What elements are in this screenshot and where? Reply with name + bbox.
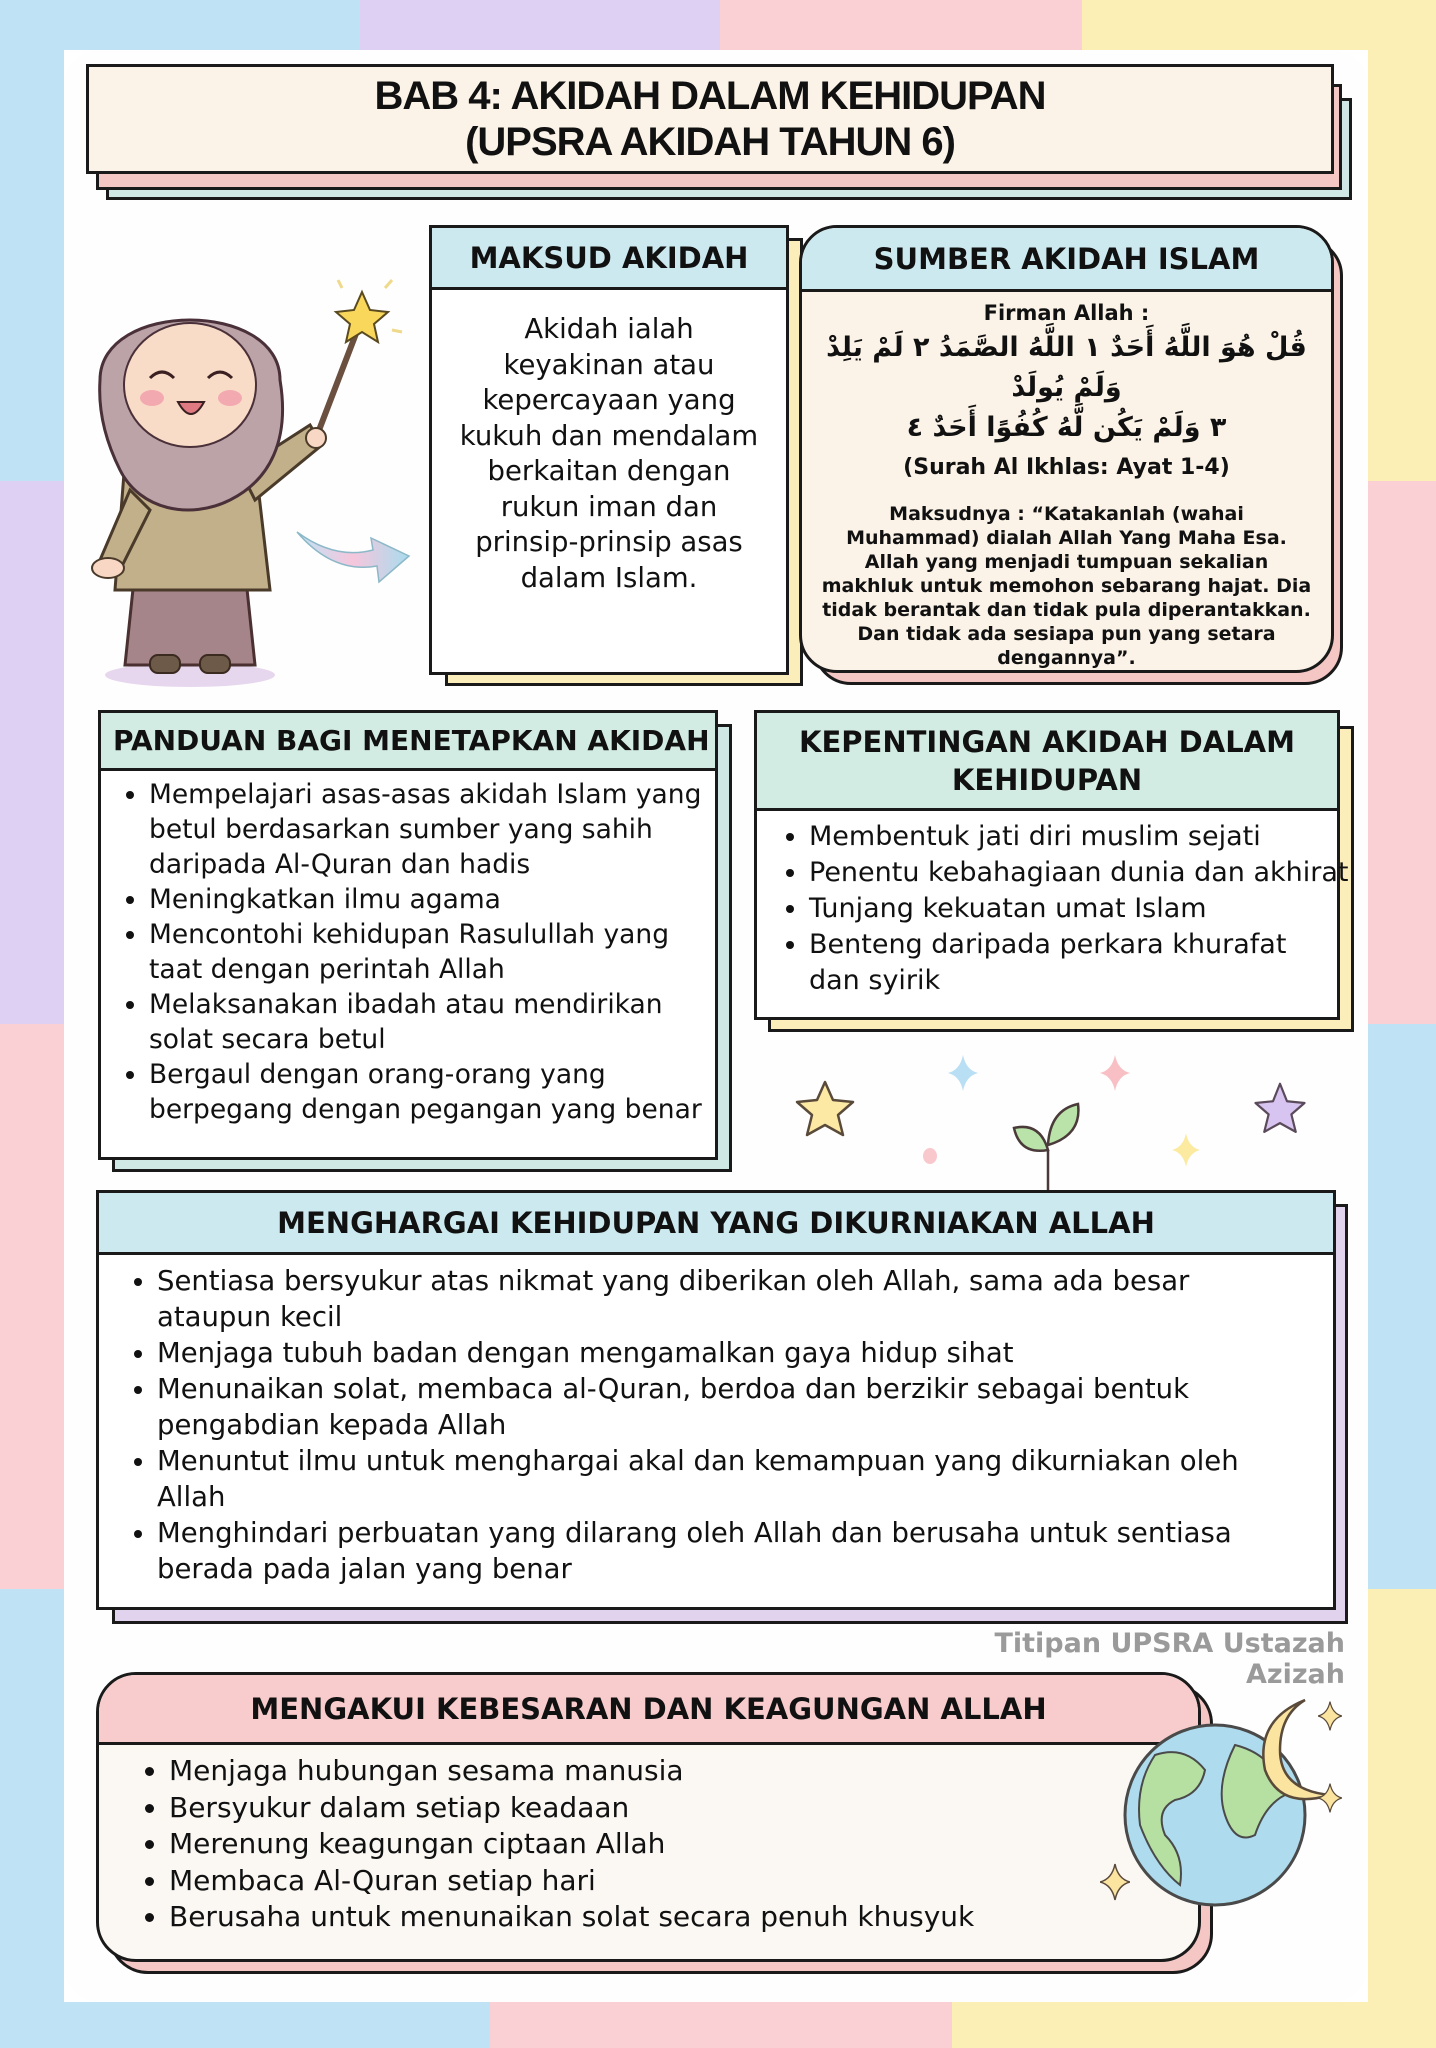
list-item: • Bergaul dengan orang-orang yang berpegang dengan pegangan yang benar	[149, 1057, 707, 1127]
dot-decoration	[923, 1148, 937, 1164]
mengakui-card	[96, 1672, 1201, 1962]
bg-tile	[952, 2002, 1436, 2048]
list-item: • Mencontohi kehidupan Rasulullah yang taat dengan perintah Allah	[149, 917, 707, 987]
menghargai-header	[99, 1193, 1333, 1255]
bg-tile	[360, 0, 720, 50]
panduan-header	[101, 713, 715, 771]
kepentingan-card	[754, 710, 1349, 1020]
kepentingan-header	[757, 713, 1337, 811]
sumber-card	[799, 225, 1334, 673]
list-item: • Meningkatkan ilmu agama	[149, 882, 707, 917]
list-item: • Menuntut ilmu untuk menghargai akal dan kemampuan yang dikurniakan oleh Allah	[157, 1443, 1293, 1515]
bg-tile	[720, 0, 1082, 50]
list-item: • Berusaha untuk menunaikan solat secara penuh khusyuk	[169, 1899, 1198, 1936]
bg-tile	[490, 2002, 952, 2048]
sprout-icon	[1010, 1100, 1090, 1192]
list-item: • Membentuk jati diri muslim sejati	[809, 819, 1337, 855]
list-item: • Menjaga hubungan sesama manusia	[169, 1753, 1198, 1790]
verse-meaning: Maksudnya : “Katakanlah (wahai Muhammad) dialah Allah Yang Maha Esa. Allah yang menjadi tumpuan sekalian makhluk untuk memohon sebarang hajat. Dia tidak berantak dan tidak pula diperantakkan. Dan tidak ada sesiapa pun yang setara dengannya”.	[821, 503, 1312, 669]
mengakui-heading: MENGAKUI KEBESARAN DAN KEAGUNGAN ALLAH	[250, 1691, 1047, 1726]
panduan-heading: PANDUAN BAGI MENETAPKAN AKIDAH	[113, 724, 710, 757]
menghargai-heading: MENGHARGAI KEHIDUPAN YANG DIKURNIAKAN ALLAH	[277, 1205, 1155, 1240]
panduan-list	[101, 771, 715, 1127]
maksud-card	[429, 225, 789, 675]
girl-with-wand-illustration	[80, 270, 420, 690]
title-banner	[86, 64, 1334, 174]
arabic-verse-line2: ٣ وَلَمْ يَكُن لَّهُ كُفُوًا أَحَدٌ ٤	[906, 412, 1227, 443]
list-item: • Penentu kebahagiaan dunia dan akhirat	[809, 855, 1337, 891]
list-item: • Tunjang kekuatan umat Islam	[809, 891, 1337, 927]
list-item: • Benteng daripada perkara khurafat dan syirik	[809, 927, 1337, 999]
list-item: • Bersyukur dalam setiap keadaan	[169, 1790, 1198, 1827]
list-item: • Mempelajari asas-asas akidah Islam yang betul berdasarkan sumber yang sahih daripada Al-Quran dan hadis	[149, 777, 707, 882]
list-item: • Merenung keagungan ciptaan Allah	[169, 1826, 1198, 1863]
bg-tile	[0, 2002, 490, 2048]
surah-reference: (Surah Al Ikhlas: Ayat 1-4)	[903, 455, 1230, 480]
page-title-line2: (UPSRA AKIDAH TAHUN 6)	[465, 120, 955, 164]
arabic-verse-line1: قُلْ هُوَ اللَّهُ أَحَدٌ ١ اللَّهُ الصَّمَدُ ٢ لَمْ يَلِدْ وَلَمْ يُولَدْ	[826, 332, 1307, 403]
bg-tile	[1368, 481, 1436, 1024]
panduan-card	[98, 710, 718, 1160]
kepentingan-list	[757, 811, 1349, 999]
list-item: • Menunaikan solat, membaca al-Quran, berdoa dan berzikir sebagai bentuk pengabdian kepada Allah	[157, 1371, 1293, 1443]
list-item: • Sentiasa bersyukur atas nikmat yang diberikan oleh Allah, sama ada besar ataupun kecil	[157, 1263, 1293, 1335]
bg-tile	[0, 0, 64, 481]
firman-intro: Firman Allah :	[983, 301, 1150, 325]
sumber-heading: SUMBER AKIDAH ISLAM	[873, 241, 1260, 276]
star-icon	[785, 1070, 865, 1150]
mengakui-list	[99, 1745, 1198, 1936]
kepentingan-heading: KEPENTINGAN AKIDAH DALAM KEHIDUPAN	[799, 724, 1295, 797]
sparkle-icon	[1100, 1055, 1130, 1091]
bg-tile	[1368, 1024, 1436, 1589]
bg-tile	[0, 1589, 64, 2048]
bg-tile	[1368, 1589, 1436, 2048]
maksud-text: Akidah ialah keyakinan atau kepercayaan yang kukuh dan mendalam berkaitan dengan rukun iman dan prinsip-prinsip asas dalam Islam.	[459, 313, 759, 594]
list-item: • Menghindari perbuatan yang dilarang oleh Allah dan berusaha untuk sentiasa berada pada jalan yang benar	[157, 1515, 1293, 1587]
bg-tile	[0, 1024, 64, 1589]
sparkle-icon	[1318, 1782, 1342, 1814]
maksud-header	[432, 228, 786, 290]
sparkle-icon	[948, 1055, 978, 1091]
page-title-line1: BAB 4: AKIDAH DALAM KEHIDUPAN	[374, 74, 1046, 118]
sumber-header	[802, 228, 1331, 292]
bg-tile	[1368, 0, 1436, 481]
list-item: • Menjaga tubuh badan dengan mengamalkan gaya hidup sihat	[157, 1335, 1293, 1371]
bg-tile	[0, 481, 64, 1024]
menghargai-card	[96, 1190, 1336, 1610]
sparkle-icon	[1172, 1133, 1200, 1167]
mengakui-header	[99, 1675, 1198, 1745]
star-icon	[1245, 1075, 1315, 1145]
menghargai-list	[99, 1255, 1333, 1587]
sparkle-icon	[1100, 1862, 1130, 1902]
list-item: • Membaca Al-Quran setiap hari	[169, 1863, 1198, 1900]
maksud-heading: MAKSUD AKIDAH	[469, 240, 749, 275]
credit-text: Titipan UPSRA Ustazah Azizah	[994, 1628, 1345, 1690]
sparkle-icon	[1318, 1700, 1342, 1732]
curved-arrow-icon	[295, 520, 415, 590]
list-item: • Melaksanakan ibadah atau mendirikan solat secara betul	[149, 987, 707, 1057]
